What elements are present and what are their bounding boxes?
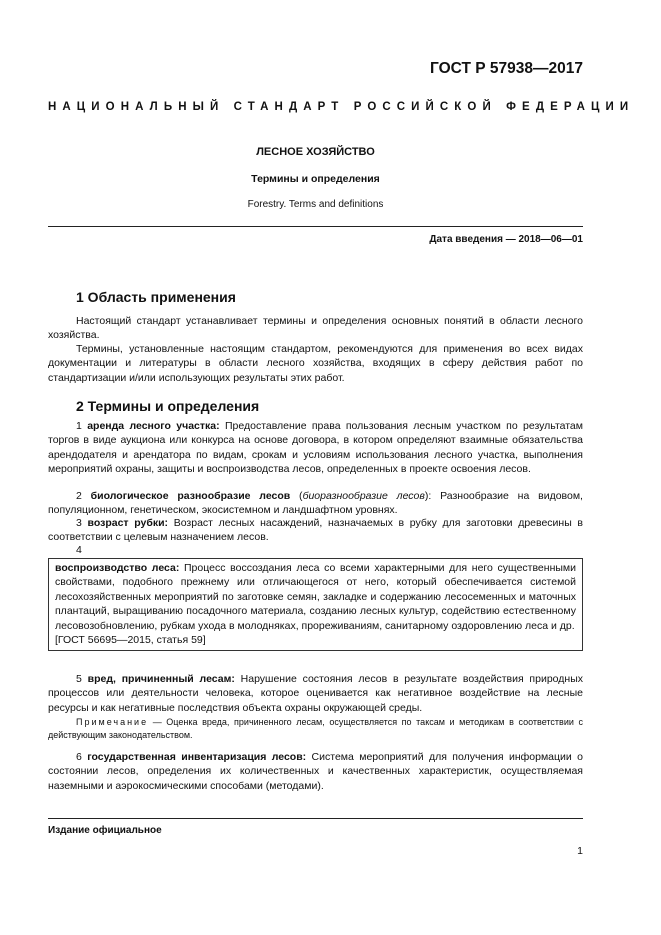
term-entry-2: 2 биологическое разнообразие лесов (биоразнообразие лесов): Разнообразие на видовом, популяционном, генетическом, экосистемном и ландшафтном уровнях. xyxy=(48,490,583,517)
term-source: [ГОСТ 56695—2015, статья 59] xyxy=(55,634,206,647)
document-title: ЛЕСНОЕ ХОЗЯЙСТВО xyxy=(256,146,375,158)
introduction-date: Дата введения — 2018—06—01 xyxy=(429,234,583,245)
term-entry-1 xyxy=(48,419,583,477)
footer-divider xyxy=(48,818,583,819)
term-definition: Предоставление права пользования лесным участком по результатам торгов в виде аукциона или конкурса на основе договора, в котором определяют взаимные обязательства арендодателя и арендатора по видам, срокам и условиям использования лесного участка, выполнения мероприятий охраны, защиты и воспроизводства лесов, определенных в проекте освоения лесов. xyxy=(48,420,583,476)
page-number: 1 xyxy=(577,845,583,857)
section-heading-scope: 1 Область применения xyxy=(76,289,236,305)
term-definition: : Разнообразие на видовом, популяционном, генетическом, экосистемном и ландшафтном уровнях. xyxy=(48,490,583,517)
term-definition: Система мероприятий для получения информации о состоянии лесов, определения их количественных и качественных характеристик, осуществляемая наземными и аэрокосмическими способами (методами). xyxy=(48,751,583,792)
term-entry-5 xyxy=(48,672,583,715)
term-definition: Нарушение состояния лесов в результате воздействия природных процессов или деятельности человека, которое оценивается как негативное воздействие на лесные ресурсы и как негативные последствия объекта охраны окружающей среды. xyxy=(48,673,583,714)
title-divider xyxy=(48,226,583,227)
term-number-4: 4 xyxy=(76,544,82,556)
term-number: 2 xyxy=(76,490,82,502)
document-number: ГОСТ Р 57938—2017 xyxy=(430,60,583,77)
national-standard-banner: НАЦИОНАЛЬНЫЙ СТАНДАРТ РОССИЙСКОЙ ФЕДЕРАЦИИ xyxy=(48,101,635,113)
term-number: 5 xyxy=(76,673,82,685)
term-number: 6 xyxy=(76,751,82,763)
term-name: биологическое разнообразие лесов xyxy=(90,490,291,502)
term-name: государственная инвентаризация лесов: xyxy=(87,751,307,763)
term-definition: Возраст лесных насаждений, назначаемых в рубку для заготовки древесины в соответствии с целевым назначением лесов. xyxy=(48,517,583,544)
note xyxy=(48,716,583,741)
term-entry-4-box xyxy=(48,558,583,651)
scope-paragraph-2: Термины, установленные настоящим стандартом, рекомендуются для применения во всех видах документации и литературы в области лесного хозяйства, входящих в сферу действия работ по стандартизации и/или использующих результаты этих работ. xyxy=(48,343,583,384)
term-number: 1 xyxy=(76,420,82,432)
scope-paragraph-1: Настоящий стандарт устанавливает термины и определения основных понятий в области лесного хозяйства. xyxy=(48,315,583,342)
term-entry-4 xyxy=(55,561,576,633)
term-entry-3 xyxy=(48,516,583,545)
term-number: 3 xyxy=(76,517,82,529)
term-synonym: биоразнообразие лесов xyxy=(302,490,425,502)
term-name: воспроизводство леса: xyxy=(55,562,180,574)
term-name: аренда лесного участка: xyxy=(87,420,220,432)
document-subtitle: Термины и определения xyxy=(251,173,380,185)
edition-label: Издание официальное xyxy=(48,825,162,836)
term-entry-6 xyxy=(48,750,583,793)
term-name: вред, причиненный лесам: xyxy=(87,673,235,685)
term-name: возраст рубки: xyxy=(87,517,169,529)
term-definition: Процесс воссоздания леса со всеми характерными для него существенными свойствами, подобного прежнему или отличающегося от него, который обеспечивается системой лесохозяйственных мероприятий по заготовке семян, закладке и содержанию лесосеменных и маточных плантаций, выращиванию посадочного материала, созданию лесных культур, содействию естественному лесовозобновлению, рубкам ухода в молодняках, прореживаниям, санитарному оздоровлению леса и др. xyxy=(55,562,576,632)
section-heading-terms: 2 Термины и определения xyxy=(76,398,260,414)
note-label: Примечание xyxy=(76,717,149,727)
english-title: Forestry. Terms and definitions xyxy=(247,199,384,210)
note-text: — Оценка вреда, причиненного лесам, осуществляется по таксам и методикам в соответствии с действующим законодательством. xyxy=(48,717,583,740)
